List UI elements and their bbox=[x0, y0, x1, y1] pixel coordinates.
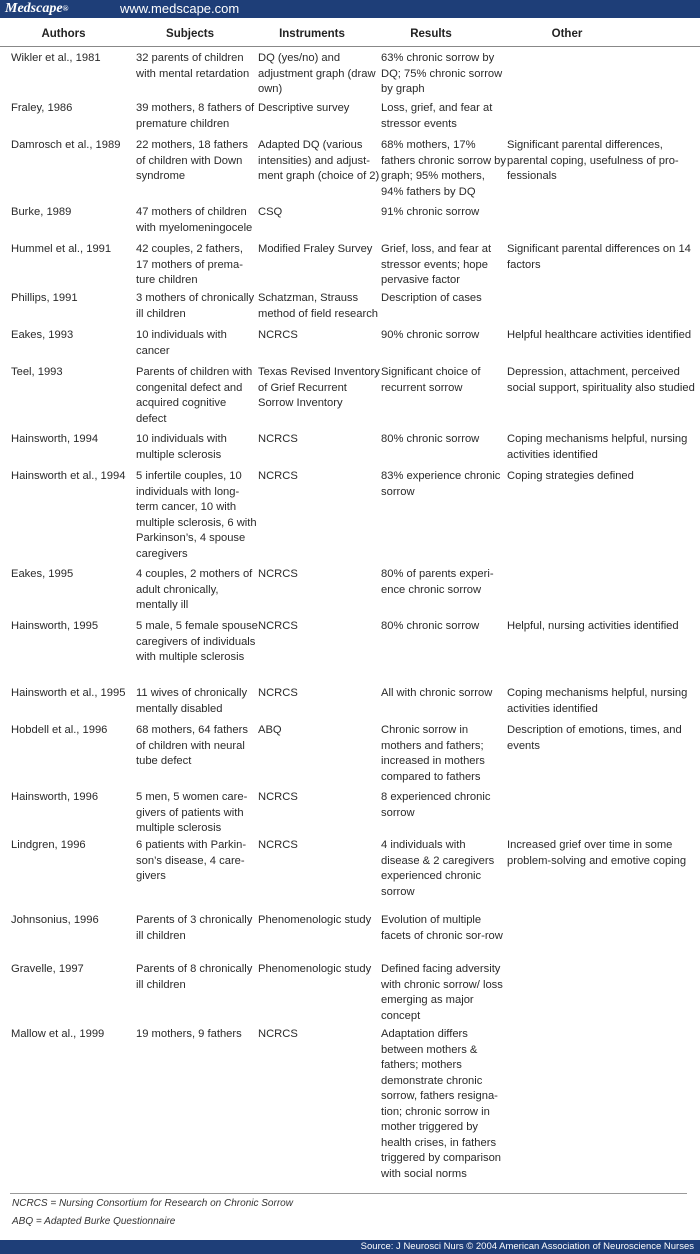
cell-subjects: 10 individuals with cancer bbox=[136, 329, 227, 357]
footnote-divider bbox=[10, 1193, 687, 1194]
cell-authors: Fraley, 1986 bbox=[11, 102, 73, 114]
cell-instruments: Texas Revised Inventory of Grief Recurrent Sorrow Inventory bbox=[258, 366, 380, 409]
cell-authors: Damrosch et al., 1989 bbox=[11, 139, 121, 151]
column-header-results: Results bbox=[410, 28, 452, 40]
cell-instruments: ABQ bbox=[258, 724, 282, 736]
cell-instruments: DQ (yes/no) and adjustment graph (draw own) bbox=[258, 52, 376, 95]
cell-other: Helpful healthcare activities identified bbox=[507, 329, 692, 341]
cell-results: 83% experience chronic sorrow bbox=[381, 470, 501, 498]
site-url-link[interactable]: www.medscape.com bbox=[120, 1, 240, 16]
cell-instruments: NCRCS bbox=[258, 568, 298, 580]
cell-other: Coping strategies defined bbox=[507, 470, 634, 482]
footnote-abq: ABQ = Adapted Burke Questionnaire bbox=[12, 1216, 176, 1227]
cell-instruments: CSQ bbox=[258, 206, 283, 218]
column-header-instruments: Instruments bbox=[279, 28, 345, 40]
cell-authors: Mallow et al., 1999 bbox=[11, 1028, 105, 1040]
cell-authors: Hainsworth et al., 1995 bbox=[11, 687, 126, 699]
table-row bbox=[0, 101, 700, 138]
cell-results: 68% mothers, 17% fathers chronic sorrow by graph; 95% mothers, 94% fathers by DQ bbox=[381, 139, 506, 198]
cell-subjects: 5 men, 5 women care-givers of patients with multiple sclerosis bbox=[136, 791, 248, 834]
cell-results: 4 individuals with disease & 2 caregivers experienced chronic sorrow bbox=[381, 839, 495, 898]
cell-other: Coping mechanisms helpful, nursing activities identified bbox=[507, 687, 688, 715]
cell-subjects: 5 infertile couples, 10 individuals with long-term cancer, 10 with multiple sclerosis, 6 with Parkinson’s, 4 spouse caregivers bbox=[136, 470, 257, 560]
cell-other: Depression, attachment, perceived social support, spirituality also studied bbox=[507, 366, 695, 394]
column-header-other: Other bbox=[551, 28, 583, 40]
cell-authors: Hainsworth, 1994 bbox=[11, 433, 99, 445]
cell-authors: Wikler et al., 1981 bbox=[11, 52, 101, 64]
cell-results: 80% chronic sorrow bbox=[381, 620, 480, 632]
column-header-authors: Authors bbox=[41, 28, 86, 40]
cell-instruments: NCRCS bbox=[258, 620, 298, 632]
cell-other: Description of emotions, times, and events bbox=[507, 724, 682, 752]
cell-instruments: Schatzman, Strauss method of field research bbox=[258, 292, 379, 320]
cell-authors: Johnsonius, 1996 bbox=[11, 914, 99, 926]
table-row bbox=[0, 469, 700, 567]
cell-results: Grief, loss, and fear at stressor events; hope pervasive factor bbox=[381, 243, 492, 286]
cell-authors: Eakes, 1995 bbox=[11, 568, 74, 580]
table-row bbox=[0, 205, 700, 242]
cell-subjects: 68 mothers, 64 fathers of children with neural tube defect bbox=[136, 724, 248, 767]
cell-authors: Burke, 1989 bbox=[11, 206, 72, 218]
cell-other: Coping mechanisms helpful, nursing activities identified bbox=[507, 433, 688, 461]
source-citation: Source: J Neurosci Nurs © 2004 American Association of Neuroscience Nurses bbox=[360, 1241, 694, 1252]
table-row bbox=[0, 138, 700, 205]
cell-instruments: NCRCS bbox=[258, 470, 298, 482]
cell-authors: Hummel et al., 1991 bbox=[11, 243, 112, 255]
cell-instruments: Descriptive survey bbox=[258, 102, 350, 114]
table-row bbox=[0, 686, 700, 723]
header-bar bbox=[0, 0, 700, 18]
cell-instruments: NCRCS bbox=[258, 433, 298, 445]
footnote-ncrcs: NCRCS = Nursing Consortium for Research on Chronic Sorrow bbox=[12, 1198, 293, 1209]
cell-instruments: Phenomenologic study bbox=[258, 963, 372, 975]
cell-instruments: Phenomenologic study bbox=[258, 914, 372, 926]
table-row bbox=[0, 365, 700, 432]
source-bar bbox=[0, 1240, 700, 1254]
cell-authors: Hainsworth, 1995 bbox=[11, 620, 99, 632]
cell-instruments: Modified Fraley Survey bbox=[258, 243, 373, 255]
cell-subjects: 22 mothers, 18 fathers of children with Down syndrome bbox=[136, 139, 248, 182]
table-row bbox=[0, 838, 700, 913]
cell-subjects: Parents of children with congenital defect and acquired cognitive defect bbox=[136, 366, 253, 425]
cell-results: 90% chronic sorrow bbox=[381, 329, 480, 341]
cell-results: Loss, grief, and fear at stressor events bbox=[381, 102, 493, 130]
cell-results: 80% of parents experi-ence chronic sorrow bbox=[381, 568, 494, 596]
cell-authors: Hainsworth, 1996 bbox=[11, 791, 99, 803]
table-row bbox=[0, 1027, 700, 1180]
cell-subjects: 4 couples, 2 mothers of adult chronically, mentally ill bbox=[136, 568, 253, 611]
cell-results: Chronic sorrow in mothers and fathers; increased in mothers compared to fathers bbox=[381, 724, 485, 783]
cell-results: Description of cases bbox=[381, 292, 482, 304]
table-header bbox=[0, 24, 700, 47]
cell-authors: Hobdell et al., 1996 bbox=[11, 724, 108, 736]
cell-subjects: 3 mothers of chronically ill children bbox=[136, 292, 255, 320]
table-body bbox=[0, 51, 700, 1180]
cell-results: Significant choice of recurrent sorrow bbox=[381, 366, 481, 394]
table-row bbox=[0, 962, 700, 1027]
table-row bbox=[0, 790, 700, 838]
cell-results: 80% chronic sorrow bbox=[381, 433, 480, 445]
cell-other: Significant parental differences, parental coping, usefulness of pro-fessionals bbox=[507, 139, 679, 182]
medscape-logo[interactable] bbox=[5, 0, 69, 18]
cell-subjects: 10 individuals with multiple sclerosis bbox=[136, 433, 227, 461]
cell-results: 91% chronic sorrow bbox=[381, 206, 480, 218]
cell-subjects: Parents of 3 chronically ill children bbox=[136, 914, 253, 942]
cell-other: Helpful, nursing activities identified bbox=[507, 620, 679, 632]
table-row bbox=[0, 913, 700, 962]
cell-other: Significant parental differences on 14 factors bbox=[507, 243, 691, 271]
registered-mark: ® bbox=[62, 4, 69, 13]
cell-subjects: 11 wives of chronically mentally disabled bbox=[136, 687, 248, 715]
table-row bbox=[0, 432, 700, 469]
brand-text: Medscape bbox=[5, 1, 63, 16]
cell-instruments: NCRCS bbox=[258, 839, 298, 851]
cell-authors: Teel, 1993 bbox=[11, 366, 63, 378]
table-row bbox=[0, 567, 700, 619]
cell-subjects: 6 patients with Parkin-son’s disease, 4 care-givers bbox=[136, 839, 247, 882]
cell-instruments: NCRCS bbox=[258, 791, 298, 803]
cell-authors: Hainsworth et al., 1994 bbox=[11, 470, 126, 482]
table-row bbox=[0, 51, 700, 101]
cell-results: 8 experienced chronic sorrow bbox=[381, 791, 491, 819]
cell-authors: Eakes, 1993 bbox=[11, 329, 74, 341]
studies-table bbox=[0, 24, 700, 1180]
cell-subjects: Parents of 8 chronically ill children bbox=[136, 963, 253, 991]
cell-subjects: 32 parents of children with mental retardation bbox=[136, 52, 250, 80]
cell-results: 63% chronic sorrow by DQ; 75% chronic sorrow by graph bbox=[381, 52, 503, 95]
table-row bbox=[0, 723, 700, 790]
cell-results: All with chronic sorrow bbox=[381, 687, 493, 699]
table-row bbox=[0, 242, 700, 291]
cell-subjects: 42 couples, 2 fathers, 17 mothers of prema-ture children bbox=[136, 243, 243, 286]
table-row bbox=[0, 291, 700, 328]
cell-results: Defined facing adversity with chronic sorrow/ loss emerging as major concept bbox=[381, 963, 503, 1022]
cell-instruments: Adapted DQ (various intensities) and adjust-ment graph (choice of 2) bbox=[258, 139, 380, 182]
cell-authors: Lindgren, 1996 bbox=[11, 839, 86, 851]
cell-subjects: 19 mothers, 9 fathers bbox=[136, 1028, 242, 1040]
column-header-subjects: Subjects bbox=[166, 28, 214, 40]
cell-instruments: NCRCS bbox=[258, 1028, 298, 1040]
cell-instruments: NCRCS bbox=[258, 687, 298, 699]
cell-subjects: 47 mothers of children with myelomeningocele bbox=[136, 206, 253, 234]
cell-other: Increased grief over time in some problem-solving and emotive coping bbox=[507, 839, 687, 867]
cell-results: Adaptation differs between mothers & fathers; mothers demonstrate chronic sorrow, fathers resigna-tion; chronic sorrow in mother triggered by health crises, in fathers triggered by comparison with social norms bbox=[381, 1028, 502, 1180]
cell-authors: Phillips, 1991 bbox=[11, 292, 78, 304]
cell-subjects: 39 mothers, 8 fathers of premature children bbox=[136, 102, 255, 130]
cell-results: Evolution of multiple facets of chronic sor-row bbox=[381, 914, 503, 942]
table-row bbox=[0, 619, 700, 686]
cell-instruments: NCRCS bbox=[258, 329, 298, 341]
cell-authors: Gravelle, 1997 bbox=[11, 963, 84, 975]
table-row bbox=[0, 328, 700, 365]
cell-subjects: 5 male, 5 female spouse caregivers of individuals with multiple sclerosis bbox=[136, 620, 258, 663]
